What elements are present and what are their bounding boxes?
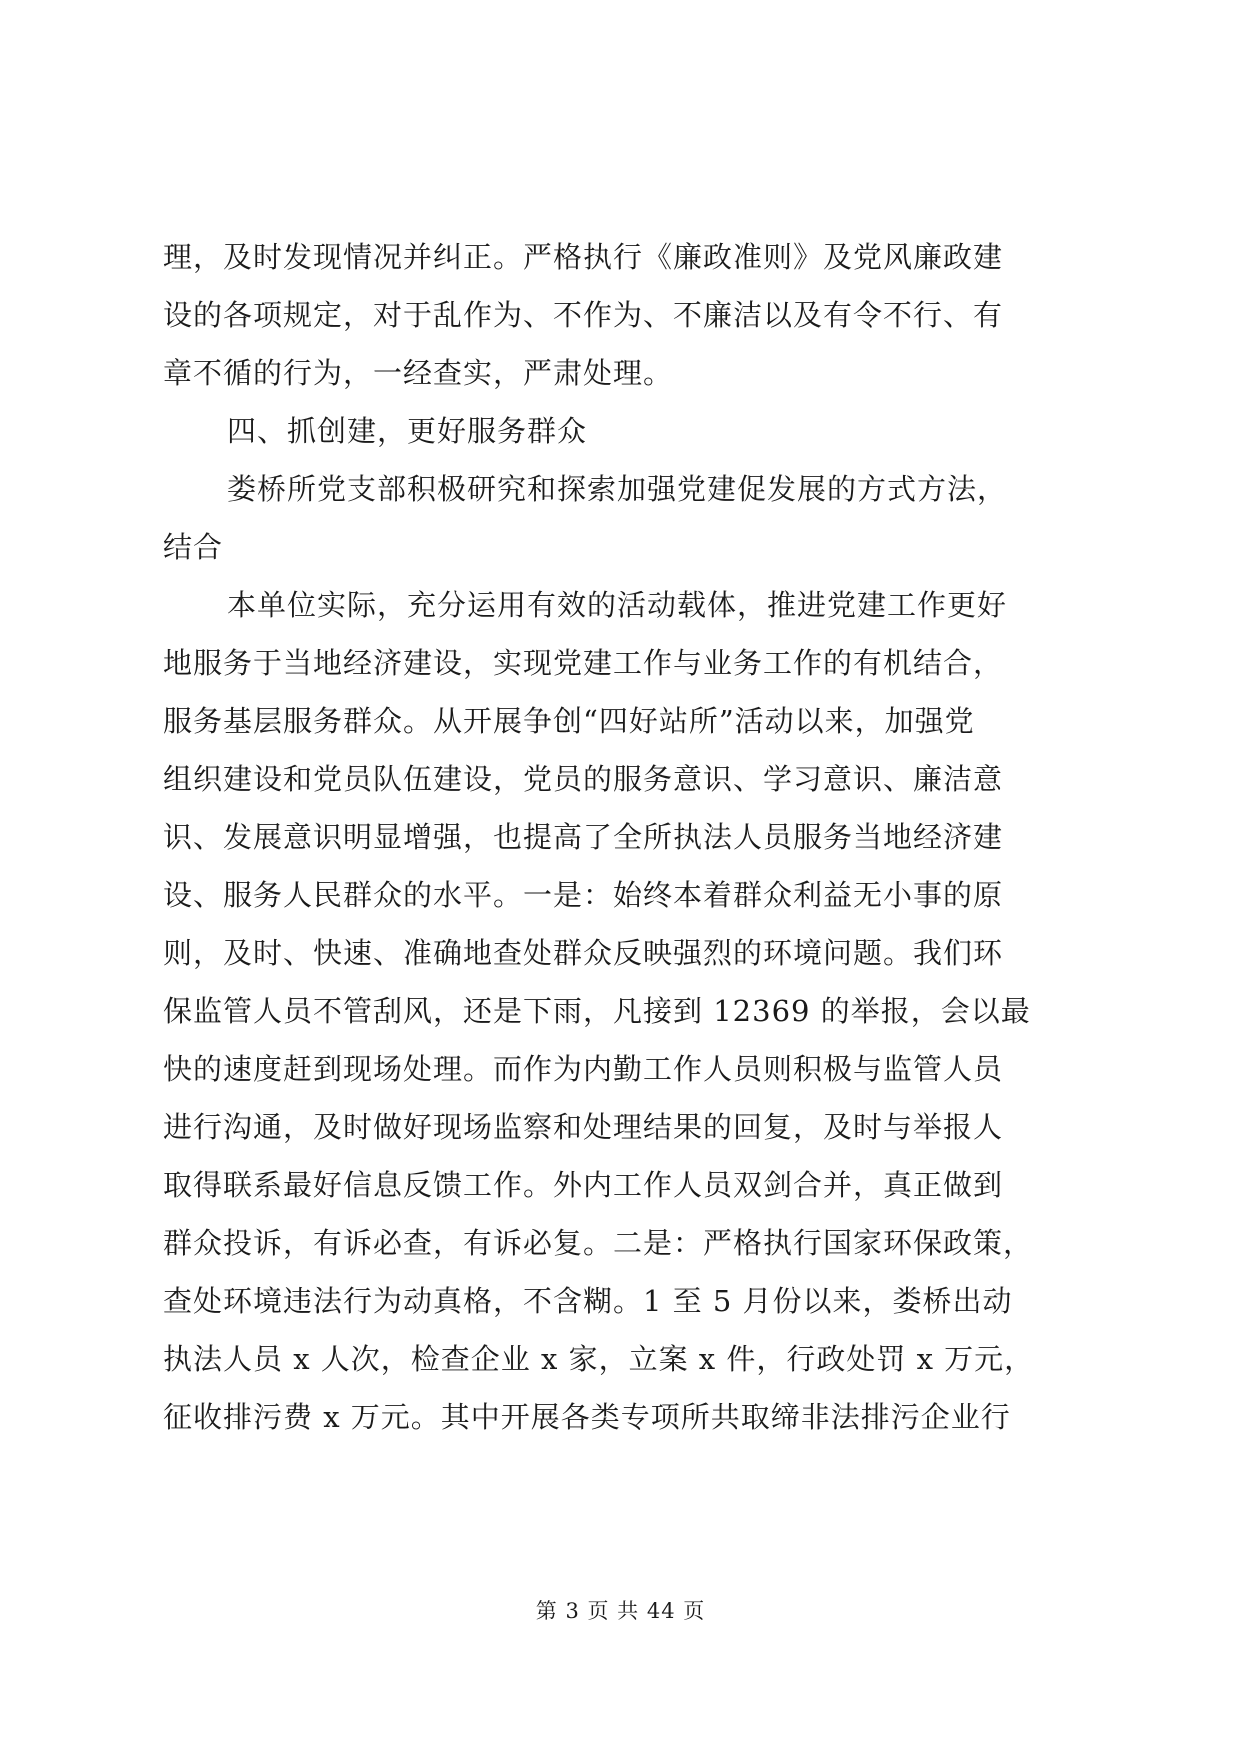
page-footer: 第 3 页 共 44 页 [535, 1599, 706, 1623]
text-line: 地服务于当地经济建设，实现党建工作与业务工作的有机结合， [163, 646, 1004, 680]
text-line: 结合 [163, 530, 224, 564]
text-line: 征收排污费 x 万元。其中开展各类专项所共取缔非法排污企业行 [163, 1400, 1011, 1434]
text-line: 设、服务人民群众的水平。一是：始终本着群众利益无小事的原 [163, 878, 1004, 912]
text-line: 保监管人员不管刮风，还是下雨，凡接到 12369 的举报，会以最 [163, 994, 1031, 1028]
text-line: 执法人员 x 人次，检查企业 x 家，立案 x 件，行政处罚 x 万元， [163, 1342, 1035, 1376]
text-line: 快的速度赶到现场处理。而作为内勤工作人员则积极与监管人员 [163, 1052, 1004, 1086]
section-heading: 四、抓创建，更好服务群众 [227, 414, 588, 448]
text-line: 服务基层服务群众。从开展争创“四好站所”活动以来，加强党 [163, 704, 975, 738]
text-line: 组织建设和党员队伍建设，党员的服务意识、学习意识、廉洁意 [163, 762, 1004, 796]
document-body [163, 228, 1093, 1446]
text-line: 本单位实际，充分运用有效的活动载体，推进党建工作更好 [227, 588, 1008, 622]
text-line: 群众投诉，有诉必查，有诉必复。二是：严格执行国家环保政策， [163, 1226, 1034, 1260]
text-line: 识、发展意识明显增强，也提高了全所执法人员服务当地经济建 [163, 820, 1004, 854]
text-line: 查处环境违法行为动真格，不含糊。1 至 5 月份以来，娄桥出动 [163, 1284, 1013, 1318]
text-line: 则，及时、快速、准确地查处群众反映强烈的环境问题。我们环 [163, 936, 1004, 970]
text-line: 章不循的行为，一经查实，严肃处理。 [163, 356, 674, 390]
text-line: 娄桥所党支部积极研究和探索加强党建促发展的方式方法， [227, 472, 1008, 506]
text-line: 取得联系最好信息反馈工作。外内工作人员双剑合并，真正做到 [163, 1168, 1004, 1202]
text-line: 理，及时发现情况并纠正。严格执行《廉政准则》及党风廉政建 [163, 240, 1004, 274]
text-line: 进行沟通，及时做好现场监察和处理结果的回复，及时与举报人 [163, 1110, 1004, 1144]
text-line: 设的各项规定，对于乱作为、不作为、不廉洁以及有令不行、有 [163, 298, 1004, 332]
